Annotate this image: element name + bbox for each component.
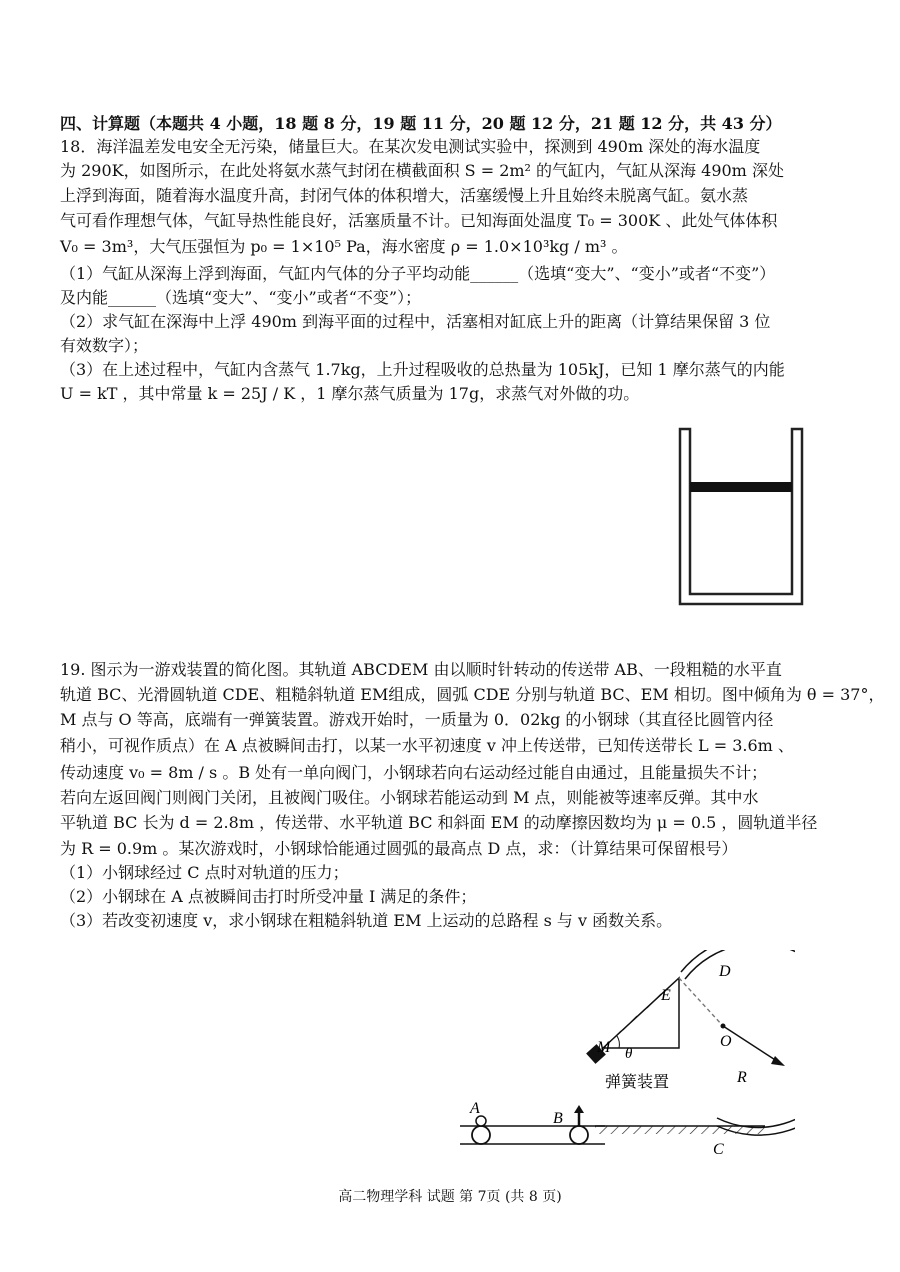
spring-label: 弹簧装置 bbox=[605, 1074, 670, 1091]
q19-line: 轨道 BC、光滑圆轨道 CDE、粗糙斜轨道 EM组成，圆弧 CDE 分别与轨道 BC、EM 相切。图中倾角为 θ = 37°， bbox=[60, 685, 885, 704]
q18-line: 及内能______（选填“变大”、“变小”或者“不变”）； bbox=[60, 288, 422, 307]
valve-arrow-icon bbox=[574, 1105, 584, 1113]
q18-line: （1）气缸从深海上浮到海面，气缸内气体的分子平均动能______（选填“变大”、“变小”或者“不变”） bbox=[60, 264, 776, 283]
q18-line: V₀ = 3m³，大气压强恒为 p₀ = 1×10⁵ Pa，海水密度 ρ = 1.0×10³kg / m³ 。 bbox=[60, 237, 628, 256]
radius-arrow-icon bbox=[771, 1056, 785, 1066]
label-theta: θ bbox=[625, 1046, 633, 1062]
label-m: M bbox=[597, 1039, 611, 1056]
q18-line: 气可看作理想气体，气缸导热性能良好，活塞质量不计。已知海面处温度 T₀ = 300K 、此处气体体积 bbox=[60, 211, 778, 230]
section-heading: 四、计算题（本题共 4 小题，18 题 8 分，19 题 11 分，20 题 12 分，21 题 12 分，共 43 分） bbox=[60, 114, 782, 133]
label-c: C bbox=[713, 1141, 724, 1158]
q18-line: 为 290K，如图所示，在此处将氨水蒸气封闭在横截面积 S = 2m² 的气缸内，气缸从深海 490m 深处 bbox=[60, 161, 784, 180]
label-a: A bbox=[470, 1100, 480, 1117]
circle-track-outer bbox=[681, 950, 795, 1135]
q19-line: （2）小钢球在 A 点被瞬间击打时所受冲量 I 满足的条件； bbox=[60, 887, 477, 906]
circle-track-inner bbox=[685, 950, 795, 1127]
cylinder-figure bbox=[670, 424, 810, 618]
cylinder-wall bbox=[680, 429, 802, 604]
steel-ball bbox=[476, 1116, 486, 1126]
roller-right bbox=[570, 1126, 588, 1144]
track-figure bbox=[455, 950, 795, 1169]
q19-line: 稍小，可视作质点）在 A 点被瞬间击打，以某一水平初速度 v 冲上传送带，已知传送带长 L = 3.6m 、 bbox=[60, 736, 794, 755]
q19-line: 若向左返回阀门则阀门关闭，且被阀门吸住。小钢球若能运动到 M 点，则能被等速率反弹。其中水 bbox=[60, 788, 759, 807]
q19-line: （1）小钢球经过 C 点时对轨道的压力； bbox=[60, 863, 349, 882]
q18-line: 18．海洋温差发电安全无污染，储量巨大。在某次发电测试实验中，探测到 490m 深处的海水温度 bbox=[60, 137, 761, 156]
q18-line: 上浮到海面，随着海水温度升高，封闭气体的体积增大，活塞缓慢上升且始终未脱离气缸。氨水蒸 bbox=[60, 186, 749, 205]
dashed-eo bbox=[679, 978, 723, 1026]
roller-left bbox=[472, 1126, 490, 1144]
page-footer: 高二物理学科 试题 第 7页 (共 8 页) bbox=[338, 1189, 562, 1205]
q18-line: U = kT ，其中常量 k = 25J / K ，1 摩尔蒸气质量为 17g，求蒸气对外做的功。 bbox=[60, 384, 640, 403]
angle-arc bbox=[617, 1036, 619, 1048]
q18-line: （2）求气缸在深海中上浮 490m 到海平面的过程中，活塞相对缸底上升的距离（计算结果保留 3 位 bbox=[60, 312, 771, 331]
q19-line: 平轨道 BC 长为 d = 2.8m ，传送带、水平轨道 BC 和斜面 EM 的动摩擦因数均为 μ = 0.5 ，圆轨道半径 bbox=[60, 813, 818, 832]
q19-line: 为 R = 0.9m 。某次游戏时，小钢球恰能通过圆弧的最高点 D 点，求：（计算结果可保留根号） bbox=[60, 839, 738, 858]
q19-line: 19. 图示为一游戏装置的简化图。其轨道 ABCDEM 由以顺时针转动的传送带 AB、一段粗糙的水平直 bbox=[60, 660, 782, 679]
label-d: D bbox=[719, 963, 731, 980]
q19-line: 传动速度 v₀ = 8m / s 。B 处有一单向阀门，小钢球若向右运动经过能自由通过，且能量损失不计； bbox=[60, 763, 768, 782]
q18-line: （3）在上述过程中，气缸内含蒸气 1.7kg，上升过程吸收的总热量为 105kJ，已知 1 摩尔蒸气的内能 bbox=[60, 360, 785, 379]
q19-line: M 点与 O 等高，底端有一弹簧装置。游戏开始时，一质量为 0．02kg 的小钢球（其直径比圆管内径 bbox=[60, 710, 774, 729]
label-o: O bbox=[720, 1033, 732, 1050]
label-b: B bbox=[553, 1110, 563, 1127]
q19-line: （3）若改变初速度 v，求小钢球在粗糙斜轨道 EM 上运动的总路程 s 与 v 函数关系。 bbox=[60, 911, 673, 930]
label-r: R bbox=[737, 1069, 747, 1086]
label-e: E bbox=[661, 987, 671, 1004]
q18-line: 有效数字）； bbox=[60, 336, 149, 355]
piston bbox=[690, 482, 792, 492]
